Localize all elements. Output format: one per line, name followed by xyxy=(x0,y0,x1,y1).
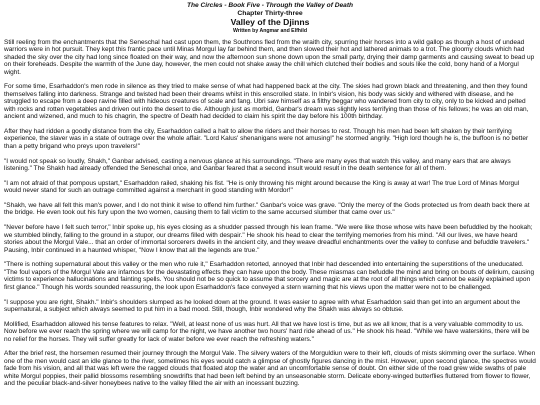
chapter-title: Valley of the Djinns xyxy=(230,17,310,27)
chapter-number: Chapter Thirty-three xyxy=(237,10,303,17)
paragraph: "I suppose you are right, Shakh." Inbir's shoulders slumped as he looked down at the ground. It was easier to agree with what Esarhaddon said than get into an argument about the supernatural, a subject which always seemed to put him in a bad mood. Still, though, Inbir wondered why the Shakh was always so obtuse. xyxy=(4,298,521,313)
paragraph: For some time, Esarhaddon's men rode in silence as they tried to make sense of what had happened back at the city. The skies had grown black and threatening, and then they found themselves falling into darkness. Strange and twisted had been their dreams whilst in this enscrolled state. In Inbir's vision, his body was sickly and withered with disease, and he struggled to escape from a deep ravine filled with hideous creatures of scale and fang. Ubri saw himself as a filthy beggar who wandered from city to city, only to be kicked and pelted with rocks and rotten vegetables and driven out into the desert to die. Although just as morbid, Ganbar's dream was slightly less terrifying than those of his fellows; he was an old man, ancient and wizened, and much to his chagrin, the spectre of Death had decided to claim his spirit the day before his 100th birthday. xyxy=(4,83,529,121)
book-title: The Circles - Book Five - Through the Valley of Death xyxy=(186,2,354,9)
chapter-header xyxy=(4,2,536,35)
paragraph: "I am not afraid of that pompous upstart," Esarhaddon railed, shaking his fist. "He is only throwing his might around because the King is away at war! The true Lord of Minas Morgul would never stand for such an outrage committed against a merchant in good standing with Mordor!" xyxy=(4,179,520,195)
paragraph: Still reeling from the enchantments that the Seneschal had cast upon them, the Southrons fled from the wraith city, spurring their horses into a wild gallop as though a host of undead warriors were in hot pursuit. They kept this frantic pace until Minas Morgul lay far behind them, and then slowed their hot and lathered animals to a trot. The gloomy clouds which had shaded the sky over the city had long since floated on their way, and now the afternoon sun shone down upon the small party, drying their damp garments and causing sweat to bead up on their foreheads. Despite the warmth of the June day, however, the men could not shake away the chill which clutched their bodies and souls like the cold, bony hand of a Morgul wight. xyxy=(4,38,535,76)
author-credit: Written by Angmar and Elfhild xyxy=(232,27,308,34)
paragraph: After they had ridden a goodly distance from the city, Esarhaddon called a halt to allow the riders and their horses to rest. Though his men had been left shaken by their terrifying experience, the slaver was in a state of outrage over the whole affair. "Lord Kalus' shenanigans were not amusing!" he stormed angrily. "High lord though he is, the buffoon is no better than a petty brigand who preys upon travelers!" xyxy=(4,127,529,150)
paragraph: "Shakh, we have all felt this man's power, and I do not think it wise to offend him further." Ganbar's voice was grave. "Only the mercy of the Gods protected us from death back there at the bridge. He even took out his fury upon the two women, causing them to fall victim to the same accursed slumber that came over us." xyxy=(4,201,530,217)
paragraph: "Never before have I felt such terror," Inbir spoke up, his eyes closing as a shudder passed through his lean frame. "We were like those whose wits have been befuddled by the hookah; we stumbled blindly, falling to the ground in a stupor, our dreams filled with despair." He shook his head to clear the terrifying memories from his mind. "All our lives, we have heard stories about the Morgul Vale... that an order of immortal sorcerers dwells in the ancient city, and they weave dreadful enchantments over the valley to confuse and befuddle travelers." Pausing, Inbir continued in a haunted whisper, "Now I know that all the legends are true." xyxy=(4,224,533,254)
story-body xyxy=(4,39,536,388)
paragraph: Mollified, Esarhaddon allowed his tense features to relax. "Well, at least none of us was hurt. All that we have lost is time, but as we all know, that is a very valuable commodity to us. Now before we ever reach the spring where we will camp for the night, we have another two hours' hard ride ahead of us." He shook his head. "While we have waterskins, there will be no relief for the horses. They will suffer greatly for lack of water before we ever reach the refreshing waters." xyxy=(4,320,530,343)
paragraph: "There is nothing supernatural about this valley or the men who rule it," Esarhaddon retorted, annoyed that Inbir had descended into entertaining the superstitions of the uneducated. "The foul vapors of the Morgul Vale are infamous for the devastating effects they can have upon the body. These miasmas can befuddle the mind and bring on bouts of delirium, causing victims to experience hallucinations and fainting spells. You should not be so quick to assume that sorcery and magic are at the root of all things which cannot be easily explained upon first glance." Though his words sounded reassuring, the look upon Esarhaddon's face conveyed a stern warning that his views upon the matter were not to be challenged. xyxy=(4,261,535,291)
paragraph: After the brief rest, the horsemen resumed their journey through the Morgul Vale. The silvery waters of the Morguldiun were to their left, clouds of mists skimming over the surface. When one of the men would cast an idle glance to the river, sometimes his eyes would catch a glimpse of ghostly figures dancing in the mist. However, upon second glance, the spectres would fade from his vision, and all that was left were the ragged clouds that floated atop the water and an uncomfortable sense of doubt. On either side of the road grew wide swaths of pale white Morgul poppies, their pallid blossoms resembling snowdrifts that had been left behind by an unseasonable storm. Delicate ebony-winged butterflies fluttered from flower to flower, and the peculiar black-and-silver honeybees native to the valley filled the air with an incessant buzzing. xyxy=(4,350,536,388)
paragraph: "I would not speak so loudly, Shakh," Ganbar advised, casting a nervous glance at his surroundings. "There are many eyes that watch this valley, and many ears that are always listening." The Shakh had already offended the Seneschal once, and Ganbar feared that a second insult would result in the death sentence for all of them. xyxy=(4,157,511,173)
